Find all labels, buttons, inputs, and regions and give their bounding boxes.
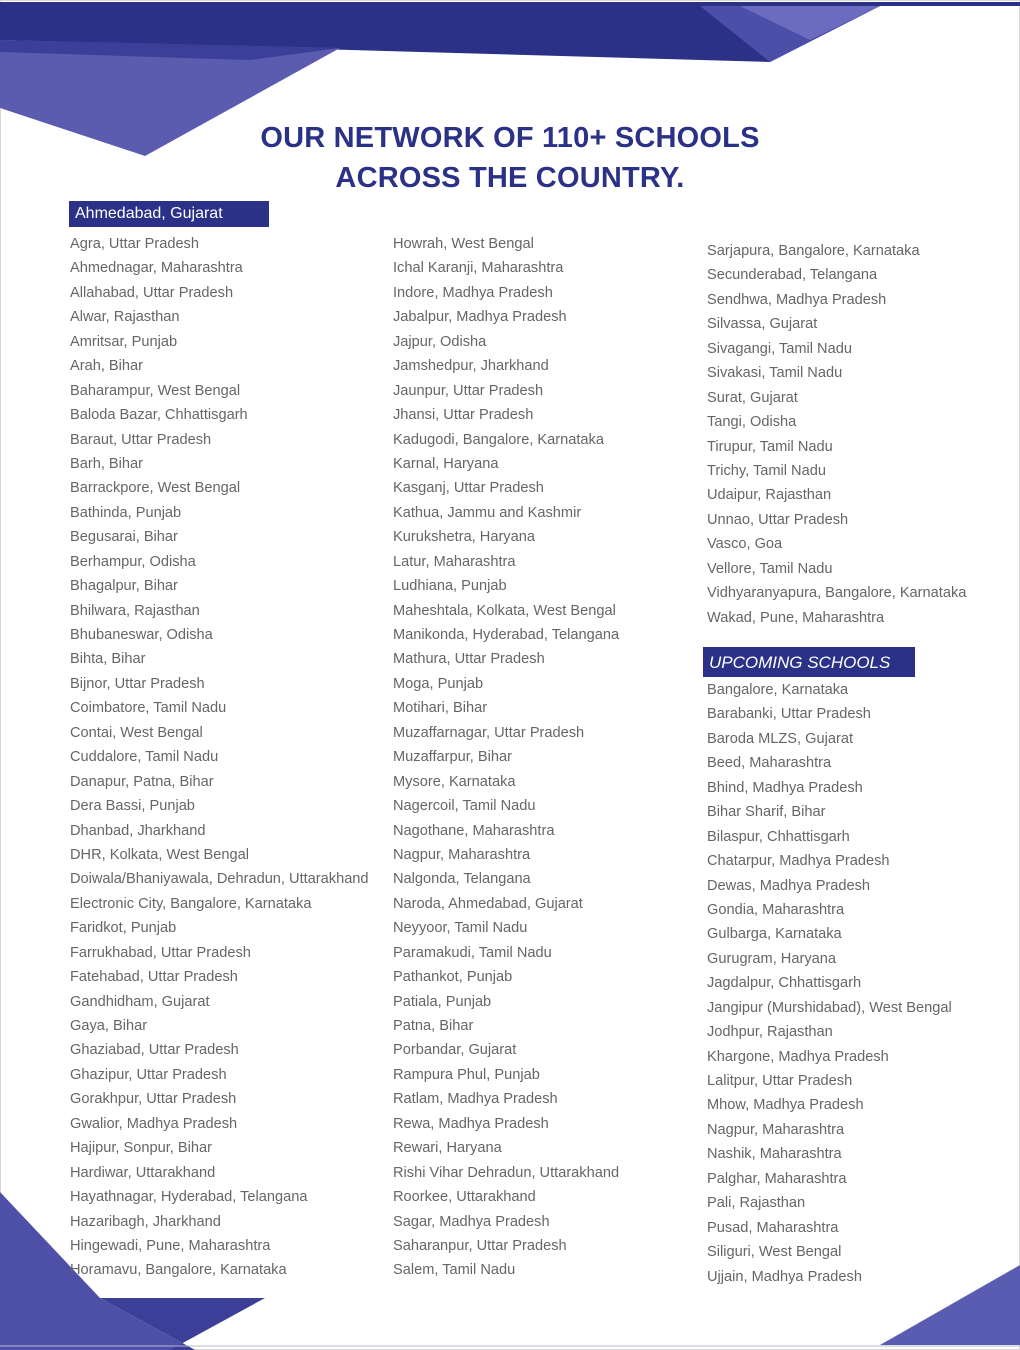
school-list-item: Ghazipur, Uttar Pradesh [70, 1066, 227, 1083]
school-list-item: Muzaffarnagar, Uttar Pradesh [393, 724, 585, 741]
upcoming-school-item: Bhind, Madhya Pradesh [707, 779, 863, 796]
school-list-item: Hardiwar, Uttarakhand [70, 1164, 216, 1181]
school-list-item: Rewa, Madhya Pradesh [393, 1115, 549, 1132]
school-list-item: Vidhyaranyapura, Bangalore, Karnataka [707, 585, 967, 602]
school-list-item: Hayathnagar, Hyderabad, Telangana [70, 1189, 308, 1206]
school-list-item: Bhagalpur, Bihar [70, 578, 178, 595]
school-list-item: Tangi, Odisha [707, 414, 797, 431]
school-list-item: Ratlam, Madhya Pradesh [393, 1091, 558, 1108]
school-list-item: Karnal, Haryana [393, 455, 499, 472]
school-list-item: Coimbatore, Tamil Nadu [70, 700, 227, 717]
title-line-1: OUR NETWORK OF 110+ SCHOOLS [260, 122, 760, 154]
school-list-item: Amritsar, Punjab [70, 333, 178, 350]
school-list-item: Maheshtala, Kolkata, West Bengal [393, 602, 616, 619]
school-list-item: Patna, Bihar [393, 1018, 474, 1034]
upcoming-school-item: Pali, Rajasthan [707, 1195, 806, 1212]
upcoming-school-item: Baroda MLZS, Gujarat [707, 730, 854, 747]
school-list-item: Saharanpur, Uttar Pradesh [393, 1237, 567, 1254]
school-list-item: Alwar, Rajasthan [70, 309, 180, 326]
school-list-item: Faridkot, Punjab [70, 920, 177, 937]
section-header-ahmedabad: Ahmedabad, Gujarat [69, 201, 269, 227]
school-list-item: Jaunpur, Uttar Pradesh [393, 382, 544, 399]
school-list-item: Jabalpur, Madhya Pradesh [393, 309, 567, 326]
upcoming-school-item: Chatarpur, Madhya Pradesh [707, 853, 890, 870]
school-list-item: Gandhidham, Gujarat [70, 993, 210, 1010]
school-list-item: Jamshedpur, Jharkhand [393, 358, 549, 375]
school-list-item: Howrah, West Bengal [393, 236, 534, 252]
school-list-item: Jhansi, Uttar Pradesh [393, 407, 534, 424]
school-list-item: Rampura Phul, Punjab [393, 1066, 540, 1083]
school-list-item: Gwalior, Madhya Pradesh [70, 1115, 238, 1132]
school-list-item: Bathinda, Punjab [70, 504, 182, 521]
school-list-item: Secunderabad, Telangana [707, 267, 878, 284]
school-list-item: Surat, Gujarat [707, 389, 798, 406]
school-list-item: Berhampur, Odisha [70, 553, 196, 570]
school-list-item: Kasganj, Uttar Pradesh [393, 480, 544, 497]
school-list-item: Cuddalore, Tamil Nadu [70, 749, 219, 766]
school-list-item: Doiwala/Bhaniyawala, Dehradun, Uttarakhand [70, 871, 369, 888]
upcoming-school-list [707, 678, 952, 1289]
school-list-item: Salem, Tamil Nadu [393, 1262, 516, 1279]
school-list-item: Sendhwa, Madhya Pradesh [707, 291, 887, 308]
upcoming-school-item: Siliguri, West Bengal [707, 1244, 842, 1261]
school-list-item: Paramakudi, Tamil Nadu [393, 944, 552, 961]
school-list-column-2 [393, 232, 619, 1283]
school-list-item: Jajpur, Odisha [393, 333, 487, 350]
school-list-item: Sivagangi, Tamil Nadu [707, 340, 852, 357]
upcoming-school-item: Bilaspur, Chhattisgarh [707, 828, 850, 845]
school-list-item: Ichal Karanji, Maharashtra [393, 260, 564, 277]
school-list-item: Bhubaneswar, Odisha [70, 627, 213, 643]
upcoming-school-item: Dewas, Madhya Pradesh [707, 877, 871, 894]
school-list-item: Baharampur, West Bengal [70, 382, 241, 399]
school-list-item: Pathankot, Punjab [393, 969, 513, 986]
school-list-item: Vasco, Goa [707, 536, 783, 553]
school-list-item: Ahmednagar, Maharashtra [70, 260, 243, 277]
school-list-item: Horamavu, Bangalore, Karnataka [70, 1262, 287, 1279]
upcoming-school-item: Gurugram, Haryana [707, 950, 836, 967]
upcoming-school-item: Nagpur, Maharashtra [707, 1121, 845, 1138]
school-list-item: Hajipur, Sonpur, Bihar [70, 1140, 212, 1157]
school-list-item: Baloda Bazar, Chhattisgarh [70, 407, 248, 424]
school-list-item: Hazaribagh, Jharkhand [70, 1213, 221, 1230]
upcoming-school-item: Khargone, Madhya Pradesh [707, 1048, 889, 1065]
school-list-item: Trichy, Tamil Nadu [707, 462, 826, 479]
school-list-item: Nagothane, Maharashtra [393, 822, 555, 839]
school-list-item: Manikonda, Hyderabad, Telangana [393, 627, 620, 643]
upcoming-school-item: Bangalore, Karnataka [707, 682, 849, 698]
school-list-item: Gorakhpur, Uttar Pradesh [70, 1091, 237, 1108]
upcoming-school-item: Ujjain, Madhya Pradesh [707, 1268, 862, 1285]
school-list-item: Patiala, Punjab [393, 993, 492, 1010]
school-list-column-1 [70, 232, 369, 1283]
school-list-item: Mysore, Karnataka [393, 773, 516, 790]
upcoming-school-item: Gulbarga, Karnataka [707, 926, 842, 943]
upcoming-school-item: Nashik, Maharashtra [707, 1146, 842, 1163]
section-header-upcoming: UPCOMING SCHOOLS [703, 647, 915, 677]
school-list-item: Arah, Bihar [70, 358, 144, 375]
school-list-item: Dera Bassi, Punjab [70, 798, 195, 815]
school-list-item: Bihta, Bihar [70, 651, 146, 668]
upcoming-school-item: Barabanki, Uttar Pradesh [707, 706, 871, 723]
upcoming-school-item: Palghar, Maharashtra [707, 1170, 847, 1187]
upcoming-school-item: Jodhpur, Rajasthan [707, 1024, 833, 1041]
upcoming-school-item: Lalitpur, Uttar Pradesh [707, 1073, 853, 1089]
upcoming-school-item: Jagdalpur, Chhattisgarh [707, 975, 862, 992]
school-list-item: Vellore, Tamil Nadu [707, 560, 833, 577]
school-list-item: Mathura, Uttar Pradesh [393, 651, 545, 668]
school-list-item: Barrackpore, West Bengal [70, 480, 241, 497]
school-list-item: Neyyoor, Tamil Nadu [393, 920, 528, 937]
school-list-item: Sagar, Madhya Pradesh [393, 1213, 550, 1230]
school-list-item: Contai, West Bengal [70, 724, 203, 741]
school-list-item: Farrukhabad, Uttar Pradesh [70, 944, 251, 961]
school-list-item: Silvassa, Gujarat [707, 316, 818, 333]
school-list-item: Sivakasi, Tamil Nadu [707, 365, 843, 382]
school-list-item: Fatehabad, Uttar Pradesh [70, 969, 238, 986]
school-list-item: Indore, Madhya Pradesh [393, 284, 553, 301]
school-list-item: Ludhiana, Punjab [393, 578, 507, 595]
school-list-item: Bijnor, Uttar Pradesh [70, 675, 205, 692]
school-list-item: Baraut, Uttar Pradesh [70, 431, 212, 448]
upcoming-school-item: Jangipur (Murshidabad), West Bengal [707, 999, 952, 1016]
school-list-item: Wakad, Pune, Maharashtra [707, 609, 885, 626]
upcoming-school-item: Pusad, Maharashtra [707, 1219, 839, 1236]
school-list-item: Dhanbad, Jharkhand [70, 822, 206, 839]
school-list-item: Moga, Punjab [393, 675, 484, 692]
title-line-2: ACROSS THE COUNTRY. [335, 162, 685, 194]
school-list-item: Barh, Bihar [70, 455, 144, 472]
school-list-item: Nalgonda, Telangana [393, 871, 531, 888]
school-list-item: Electronic City, Bangalore, Karnataka [70, 895, 312, 912]
school-list-item: Udaipur, Rajasthan [707, 487, 832, 504]
school-list-item: Kurukshetra, Haryana [393, 529, 535, 546]
school-list-item: Tirupur, Tamil Nadu [707, 438, 833, 455]
school-list-item: Rishi Vihar Dehradun, Uttarakhand [393, 1164, 620, 1181]
school-list-item: Agra, Uttar Pradesh [70, 236, 199, 252]
upcoming-school-item: Beed, Maharashtra [707, 755, 832, 772]
school-list-item: Porbandar, Gujarat [393, 1042, 517, 1059]
school-list-item: Ghaziabad, Uttar Pradesh [70, 1042, 239, 1059]
school-list-item: Latur, Maharashtra [393, 553, 516, 570]
school-list-item: Allahabad, Uttar Pradesh [70, 284, 234, 301]
upcoming-school-item: Bihar Sharif, Bihar [707, 804, 826, 821]
school-list-item: DHR, Kolkata, West Bengal [70, 846, 249, 863]
school-list-item: Gaya, Bihar [70, 1018, 148, 1034]
school-list-item: Roorkee, Uttarakhand [393, 1189, 536, 1206]
school-list-item: Motihari, Bihar [393, 700, 488, 717]
school-list-item: Kadugodi, Bangalore, Karnataka [393, 431, 604, 448]
school-list-item: Danapur, Patna, Bihar [70, 773, 214, 790]
school-list-item: Kathua, Jammu and Kashmir [393, 504, 582, 521]
school-list-item: Nagpur, Maharashtra [393, 846, 531, 863]
school-list-item: Bhilwara, Rajasthan [70, 602, 200, 619]
school-list-item: Hingewadi, Pune, Maharashtra [70, 1237, 271, 1254]
school-list-item: Muzaffarpur, Bihar [393, 749, 512, 766]
upcoming-school-item: Gondia, Maharashtra [707, 901, 845, 918]
school-list-item: Nagercoil, Tamil Nadu [393, 798, 536, 815]
school-list-item: Rewari, Haryana [393, 1140, 502, 1157]
school-list-item: Sarjapura, Bangalore, Karnataka [707, 243, 920, 259]
school-list-item: Unnao, Uttar Pradesh [707, 511, 849, 528]
school-list-item: Naroda, Ahmedabad, Gujarat [393, 895, 583, 912]
school-list-column-3 [707, 239, 966, 630]
page-title [0, 118, 1020, 198]
school-list-item: Begusarai, Bihar [70, 529, 178, 546]
upcoming-school-item: Mhow, Madhya Pradesh [707, 1097, 864, 1114]
